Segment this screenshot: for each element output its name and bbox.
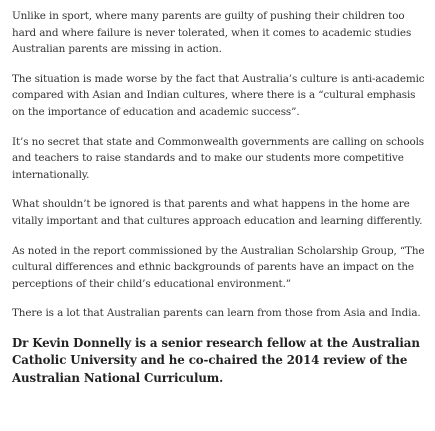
article-paragraph: What shouldn’t be ignored is that parents and what happens in the home are vitally important and that cultures approach education and learning differently. xyxy=(12,198,423,227)
article-paragraph: The situation is made worse by the fact that Australia’s culture is anti-academic compared with Asian and Indian cultures, where there is a “cultural emphasis on the importance of education and academic success”. xyxy=(12,72,425,118)
article-paragraph: As noted in the report commissioned by the Australian Scholarship Group, “The cultural differences and ethnic backgrounds of parents have an impact on the perceptions of their child’s educational environment.” xyxy=(12,244,425,290)
article-paragraph: Unlike in sport, where many parents are guilty of pushing their children too hard and where failure is never tolerated, when it comes to academic studies Australian parents are missing in action. xyxy=(12,10,412,56)
article-paragraph: There is a lot that Australian parents can learn from those from Asia and India. xyxy=(12,307,421,320)
author-byline: Dr Kevin Donnelly is a senior research fellow at the Australian Catholic University and he co-chaired the 2014 review of the Australian National Curriculum. xyxy=(12,335,420,385)
article-body xyxy=(12,8,428,387)
article-paragraph: It’s no secret that state and Commonwealth governments are calling on schools and teachers to raise standards and to make our students more competitive internationally. xyxy=(12,135,425,181)
